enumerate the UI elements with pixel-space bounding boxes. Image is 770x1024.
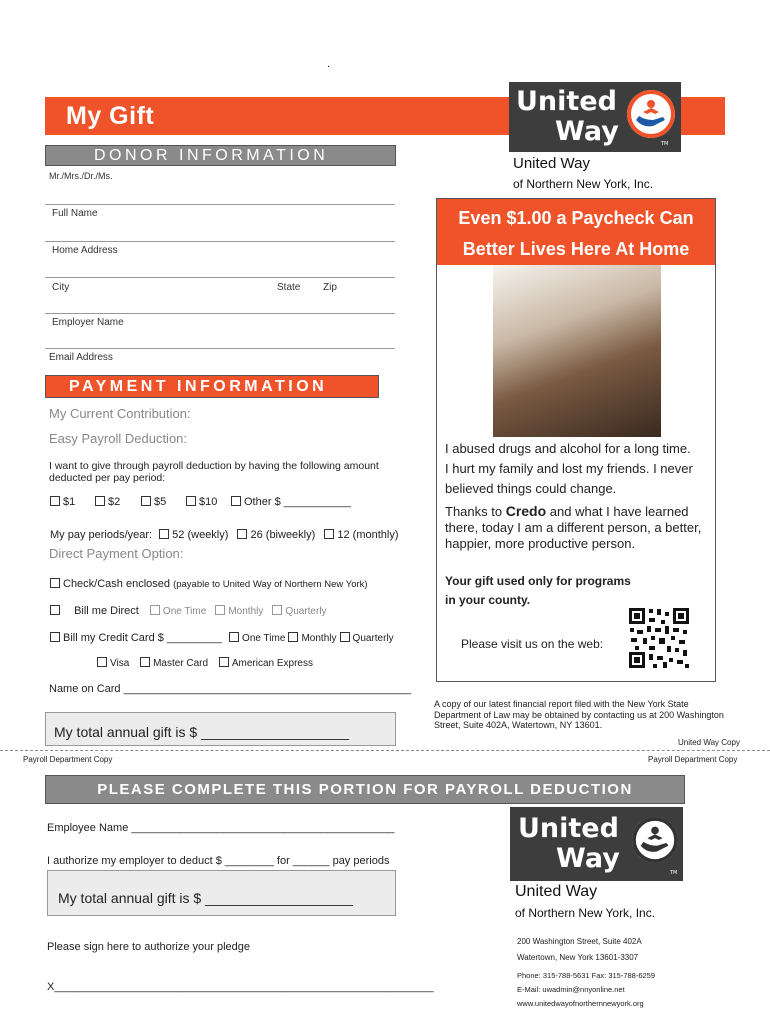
amount-5-label: $5: [154, 496, 167, 508]
donor-heading: DONOR INFORMATION: [94, 147, 329, 164]
pay-periods-row: [50, 529, 399, 541]
amount-2-option[interactable]: [95, 496, 120, 508]
tear-line: [0, 750, 770, 751]
amount-10-option[interactable]: [186, 496, 217, 508]
payroll-total-field[interactable]: My total annual gift is $ ___________________: [58, 890, 354, 906]
employee-name-field[interactable]: Employee Name ___________________________________________: [47, 822, 395, 834]
payroll-heading-bar: [45, 775, 685, 804]
amount-10-checkbox[interactable]: [186, 496, 196, 506]
name-on-card-field[interactable]: Name on Card _______________________________________________: [49, 683, 412, 695]
credit-quarterly-checkbox[interactable]: [340, 632, 350, 642]
card-mastercard-label: Master Card: [153, 658, 209, 669]
contact-email[interactable]: E-Mail: uwadmin@nnyonline.net: [517, 985, 625, 994]
card-visa-option[interactable]: [97, 658, 129, 669]
story-post: and what I have learned there, today I am a different person, a better, happier, more productive person.: [445, 504, 702, 551]
period-biweekly-option[interactable]: [237, 529, 315, 541]
financial-report-note: A copy of our latest financial report filed with the New York State Department of Law may be obtained by contacting us at 200 Washington Street, Suite 402A, Watertown, NY 13601.: [434, 699, 724, 730]
banner-line-1: Even $1.00 a Paycheck Can: [458, 208, 694, 228]
qr-code-icon[interactable]: [627, 606, 691, 670]
bill-one-time-label: One Time: [162, 606, 207, 617]
total-gift-box: [45, 712, 396, 746]
city-label: City: [52, 282, 70, 293]
gift-use-line-1: Your gift used only for programs: [445, 574, 631, 588]
story-line-2: I hurt my family and lost my friends. I never: [445, 461, 693, 476]
contact-address-1: 200 Washington Street, Suite 402A: [517, 937, 642, 946]
payment-heading: PAYMENT INFORMATION: [69, 378, 328, 395]
bill-quarterly-option[interactable]: [272, 606, 326, 617]
org-name-bottom: United Way: [515, 883, 598, 900]
bill-one-time-option[interactable]: [150, 606, 206, 617]
united-way-logo: [509, 82, 681, 152]
credit-monthly-checkbox[interactable]: [288, 632, 298, 642]
org-sub-bottom: of Northern New York, Inc.: [515, 906, 656, 920]
employer-label: Employer Name: [52, 317, 124, 328]
visit-web-label: Please visit us on the web:: [461, 637, 604, 651]
logo-word-united: United: [516, 86, 617, 117]
card-type-row: [97, 657, 313, 669]
bill-quarterly-checkbox[interactable]: [272, 605, 282, 615]
card-visa-label: Visa: [110, 658, 130, 669]
period-biweekly-label: 26 (biweekly): [250, 529, 316, 541]
logo-bottom-tm: TM: [670, 870, 678, 876]
contact-phone: Phone: 315-788-5631 Fax: 315-788-6259: [517, 971, 656, 980]
current-contribution-label: My Current Contribution:: [49, 406, 191, 421]
card-mastercard-checkbox[interactable]: [140, 657, 150, 667]
full-name-label: Full Name: [52, 208, 98, 219]
check-cash-checkbox[interactable]: [50, 578, 60, 588]
story-paragraph: [445, 503, 713, 552]
period-weekly-checkbox[interactable]: [159, 529, 169, 539]
bill-me-option[interactable]: [50, 605, 327, 617]
check-cash-label: Check/Cash enclosed: [63, 578, 171, 590]
credit-one-time-label: One Time: [242, 633, 286, 644]
bill-monthly-checkbox[interactable]: [215, 605, 225, 615]
story-line-3: believed things could change.: [445, 481, 617, 496]
payment-heading-bar: [45, 375, 379, 398]
logo-bottom-word-way: Way: [556, 843, 620, 874]
credit-monthly-option[interactable]: [288, 633, 336, 644]
bill-monthly-option[interactable]: [215, 606, 263, 617]
signature-field[interactable]: X______________________________________________________________: [47, 981, 434, 993]
authorize-deduction-field[interactable]: I authorize my employer to deduct $ ________ for ______ pay periods: [47, 855, 390, 867]
banner-line-2: Better Lives Here At Home: [462, 239, 690, 259]
amount-10-label: $10: [199, 496, 218, 508]
page-title: My Gift: [66, 102, 155, 130]
credit-card-option[interactable]: [50, 632, 394, 644]
contact-website[interactable]: www.unitedwayofnorthernnewyork.org: [517, 999, 644, 1008]
logo-tm: TM: [661, 141, 669, 147]
payroll-heading: PLEASE COMPLETE THIS PORTION FOR PAYROLL DEDUCTION: [97, 781, 633, 798]
amount-2-label: $2: [108, 496, 121, 508]
page-dot: .: [327, 58, 331, 70]
story-photo: [493, 265, 661, 437]
amount-other-option[interactable]: [231, 496, 351, 508]
credit-monthly-label: Monthly: [301, 633, 337, 644]
sign-instruction: Please sign here to authorize your pledge: [47, 941, 251, 953]
hand-person-icon-bottom: [632, 817, 678, 863]
logo-bottom-word-united: United: [518, 813, 619, 844]
easy-payroll-label: Easy Payroll Deduction:: [49, 431, 188, 446]
story-banner: [437, 199, 715, 265]
org-sub: of Northern New York, Inc.: [513, 177, 654, 191]
amount-other-label: Other $ ___________: [244, 496, 352, 508]
email-label: Email Address: [49, 352, 113, 363]
employer-line[interactable]: [45, 348, 395, 349]
zip-label: Zip: [323, 282, 337, 293]
credit-quarterly-option[interactable]: [340, 633, 394, 644]
gift-use-line-2: in your county.: [445, 593, 531, 607]
hand-person-icon: [627, 90, 675, 138]
credit-one-time-option[interactable]: [229, 633, 285, 644]
united-way-copy-label: United Way Copy: [678, 738, 740, 747]
period-monthly-checkbox[interactable]: [324, 529, 334, 539]
amount-5-checkbox[interactable]: [141, 496, 151, 506]
payroll-total-box: [47, 870, 396, 916]
story-line-1: I abused drugs and alcohol for a long time.: [445, 441, 691, 456]
bill-me-label: Bill me Direct: [74, 605, 139, 617]
period-weekly-label: 52 (weekly): [172, 529, 229, 541]
credit-card-checkbox[interactable]: [50, 632, 60, 642]
card-amex-label: American Express: [231, 658, 313, 669]
story-credo: Credo: [505, 503, 547, 519]
card-visa-checkbox[interactable]: [97, 657, 107, 667]
payroll-intro: I want to give through payroll deduction by having the following amount deducted per pay period:: [49, 460, 379, 484]
full-name-line[interactable]: [45, 241, 395, 242]
united-way-logo-bottom: [510, 807, 683, 881]
amount-1-checkbox[interactable]: [50, 496, 60, 506]
period-monthly-label: 12 (monthly): [337, 529, 399, 541]
bill-me-checkbox[interactable]: [50, 605, 60, 615]
direct-payment-label: Direct Payment Option:: [49, 546, 184, 561]
bill-monthly-label: Monthly: [228, 606, 264, 617]
bill-quarterly-label: Quarterly: [285, 606, 327, 617]
credit-one-time-checkbox[interactable]: [229, 632, 239, 642]
amount-2-checkbox[interactable]: [95, 496, 105, 506]
payroll-copy-label-left: Payroll Department Copy: [23, 755, 113, 764]
period-monthly-option[interactable]: [324, 529, 398, 541]
amount-1-option[interactable]: [50, 496, 75, 508]
payroll-copy-label-right: Payroll Department Copy: [648, 755, 738, 764]
org-name: United Way: [513, 155, 590, 172]
credit-quarterly-label: Quarterly: [352, 633, 394, 644]
salutation-line[interactable]: [45, 204, 395, 205]
card-amex-option[interactable]: [219, 658, 313, 669]
check-cash-option[interactable]: [50, 578, 368, 590]
bill-one-time-checkbox[interactable]: [150, 605, 160, 615]
state-label: State: [277, 282, 301, 293]
amount-other-checkbox[interactable]: [231, 496, 241, 506]
home-address-label: Home Address: [52, 245, 118, 256]
donor-heading-bar: [45, 145, 396, 166]
amount-1-label: $1: [63, 496, 76, 508]
story-pre: Thanks to: [445, 504, 506, 519]
period-weekly-option[interactable]: [159, 529, 228, 541]
card-amex-checkbox[interactable]: [219, 657, 229, 667]
total-gift-field[interactable]: My total annual gift is $ ___________________: [54, 724, 350, 740]
city-line[interactable]: [45, 313, 395, 314]
period-biweekly-checkbox[interactable]: [237, 529, 247, 539]
check-cash-payee: (payable to United Way of Northern New York): [173, 579, 368, 590]
card-mastercard-option[interactable]: [140, 658, 208, 669]
logo-word-way: Way: [555, 116, 619, 147]
salutation-label: Mr./Mrs./Dr./Ms.: [49, 171, 113, 181]
credit-card-label: Bill my Credit Card $ _________: [63, 632, 222, 644]
home-address-line[interactable]: [45, 277, 395, 278]
pay-periods-label: My pay periods/year:: [50, 529, 153, 541]
contact-address-2: Watertown, New York 13601-3307: [517, 953, 639, 962]
amount-5-option[interactable]: [141, 496, 166, 508]
